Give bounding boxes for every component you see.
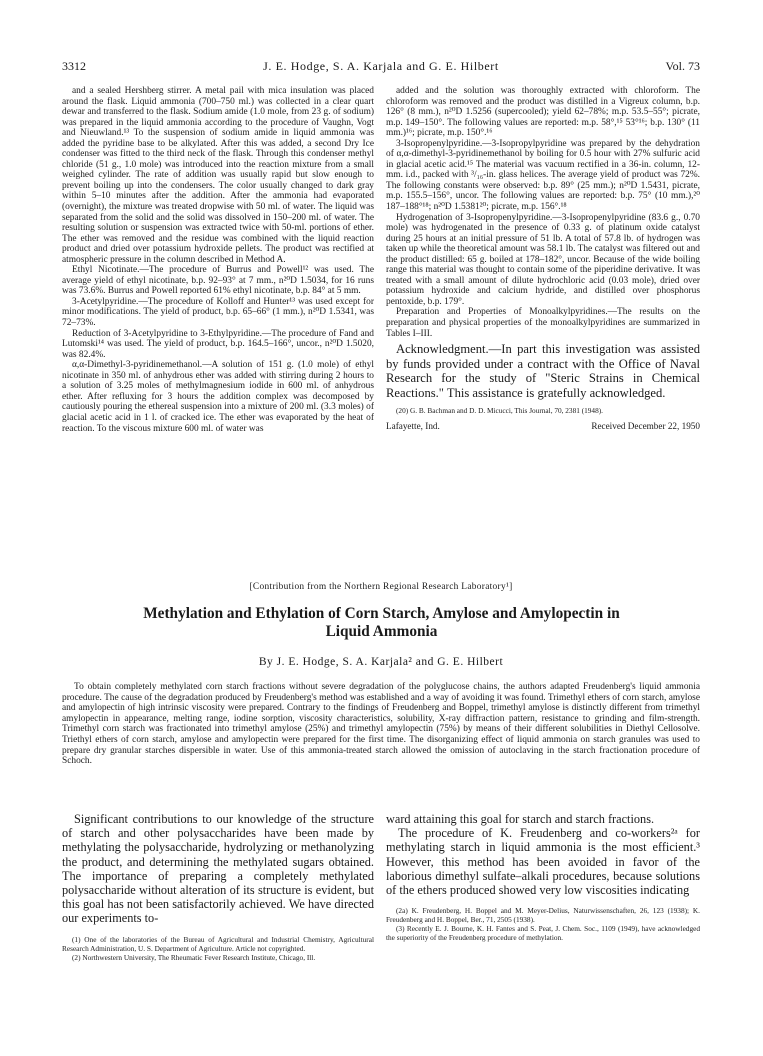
footnote: (20) G. B. Bachman and D. D. Micucci, This Journal, 70, 2381 (1948). [396, 405, 603, 415]
paragraph: ward attaining this goal for starch and starch fractions. [386, 812, 655, 826]
abstract-text: To obtain completely methylated corn starch fractions without severe degradation of the polyglucose chains, the authors adapted Freudenberg's liquid ammonia procedure. The cause of the degradation produced by Freudenberg's method was established and a way of avoiding it was found. Trimethyl ethers of corn starch, amylose and amylopectin of high intrinsic viscosity were prepared. Contrary to the findings of Freudenberg and Boppel, trimethyl amylose is distinctly different from trimethyl amylopectin in appearance, melting range, iodine sorption, viscosity characteristics, solubility, X-ray diffraction pattern, resistance to grinding and film-strength. Trimethyl corn starch was fractionated into trimethyl amylose (25%) and trimethyl amylopectin (75%) by means of their different solubilities in Diethyl Cellosolve. Triethyl ethers of corn starch, amylose and amylopectin were prepared for the first time. The disorganizing effect of liquid ammonia on starch granules was used to prepare dry granular starches dispersible in water. Use of this ammonia-treated starch allowed the omission of autoclaving in the starch fractionation procedure of Schoch. [62, 682, 700, 767]
body-left-column [62, 812, 374, 962]
paragraph: Hydrogenation of 3-Isopropenylpyridine.—3-Isopropenylpyridine (83.6 g., 0.70 mole) was hydrogenated in the presence of 0.33 g. of platinum oxide catalyst during 25 hours at an initial pressure of 51 lb. A total of 57.8 lb. of hydrogen was taken up while the theoretical amount was 58.1 lb. The catalyst was filtered out and the product distilled: 65 g. boiled at 178–182°, uncor. Because of the wide boiling range this material was thought to contain some of the piperidine derivative. It was treated with a small amount of dilute hydrochloric acid (0.03 mole), dried over potassium hydroxide and calcium hydride, and distilled over phosphorus pentoxide, b.p. 179°. [386, 212, 700, 307]
previous-article-left-column [62, 86, 374, 434]
byline: By J. E. Hodge, S. A. Karjala² and G. E. Hilbert [258, 656, 504, 668]
footnote: (2a) K. Freudenberg, H. Boppel and M. Meyer-Delius, Naturwissenschaften, 26, 123 (1938); K. Freudenberg and H. Boppel, Ber., 71, 2505 (1938). [386, 906, 700, 925]
page-number: 3312 [62, 59, 86, 73]
paragraph: α,α-Dimethyl-3-pyridinemethanol.—A solution of 151 g. (1.0 mole) of ethyl nicotinate in 350 ml. of anhydrous ether was added with stirring during 2 hours to a solution of 3.25 moles of methylmagnesium iodide in 600 ml. of anhydrous ether. After refluxing for 3 hours the addition complex was decomposed by cautiously pouring the ethereal suspension into a mixture of 200 ml. (3.3 moles) of glacial acetic acid in 1 l. of cracked ice. The ether was evaporated by the heat of reaction. To the viscous mixture 600 ml. of water was [62, 360, 374, 434]
footnote: (1) One of the laboratories of the Bureau of Agricultural and Industrial Chemistry, Agricultural Research Administration, U. S. Department of Agriculture. Article not copyrighted. [62, 934, 374, 953]
dateline-place: Lafayette, Ind. [386, 420, 440, 431]
acknowledgment: Acknowledgment.—In part this investigation was assisted by funds provided under a contract with the Office of Naval Research for the study of "Steric Strains in Chemical Reactions." This assistance is gratefully acknowledged. [386, 342, 700, 400]
article-title: Methylation and Ethylation of Corn Starch, Amylose and Amylopectin in Liquid Ammonia [143, 605, 620, 640]
dateline [386, 421, 700, 432]
paragraph: added and the solution was thoroughly extracted with chloroform. The chloroform was removed and the product was distilled in a Vigreux column, b.p. 126° (8 mm.), n²⁰D 1.5256 (supercooled); yield 62–78%; m.p. 53.5–55°; picrate, m.p. 149–150°. The following values are reported: m.p. 58°,¹⁵ 53°¹⁶; b.p. 130° (11 mm.)¹⁶; picrate, m.p. 150°.¹⁶ [386, 86, 700, 139]
paragraph: The procedure of K. Freudenberg and co-workers²ᵃ for methylating starch in liquid ammonia is the most efficient.³ However, this method has been avoided in favor of the laborious dimethyl sulfate–alkali procedures, because solutions of the ethers produced showed very low viscosities indicating [386, 826, 700, 898]
previous-article-right-column [386, 86, 700, 431]
abstract [62, 682, 700, 767]
body-right-column [386, 812, 700, 942]
volume-number: Vol. 73 [665, 59, 700, 73]
paragraph: Ethyl Nicotinate.—The procedure of Burrus and Powell¹² was used. The average yield of ethyl nicotinate, b.p. 92–93° at 7 mm., n²⁰D 1.5034, for 16 runs was 73.6%. Burrus and Powell reported 61% ethyl nicotinate, b.p. 84° at 5 mm. [62, 265, 374, 297]
dateline-received: Received December 22, 1950 [591, 420, 700, 431]
paragraph: and a sealed Hershberg stirrer. A metal pail with mica insulation was placed around the flask. Liquid ammonia (700–750 ml.) was collected in a clear quart dewar and transferred to the flask. Sodium amide (1.0 mole, from 23 g. of sodium) was prepared in the liquid ammonia according to the procedure of Vaughn, Vogt and Nieuwland.¹³ To the suspension of sodium amide in liquid ammonia was added the pyridine base to be alkylated. After this was added, a second Dry Ice condenser was fitted to the third neck of the flask. Through this condenser methyl chloride (51 g., 1.0 mole) was introduced into the reaction mixture from a small weighed cylinder. The rate of addition was usually rapid but slow enough to prevent boiling up into the condensers. The color usually changed to dark gray within 5–10 minutes after the addition. After the ammonia had evaporated (overnight), the mixture was treated dropwise with 50 ml. of water. The liquid was separated from the solid and the solid was dissolved in 150–200 ml. of water. The resulting solution or suspension was extracted twice with 50-ml. portions of ether. The ether was removed and the residue was combined with the liquid reaction product and dried over potassium hydroxide pellets. The product was rectified at atmospheric pressure in the column described in Method A. [62, 86, 374, 265]
running-head-authors: J. E. Hodge, S. A. Karjala and G. E. Hilbert [263, 59, 499, 73]
contribution-line: [Contribution from the Northern Regional Research Laboratory¹] [249, 582, 513, 592]
footnote: (3) Recently E. J. Bourne, K. H. Fantes and S. Peat, J. Chem. Soc., 1109 (1949), have acknowledged the superiority of the Freudenberg procedure of methylation. [386, 924, 700, 943]
running-head [62, 59, 700, 77]
paragraph: Preparation and Properties of Monoalkylpyridines.—The results on the preparation and physical properties of the monoalkylpyridines are summarized in Tables I–III. [386, 307, 700, 339]
paragraph: 3-Acetylpyridine.—The procedure of Kolloff and Hunter¹³ was used except for minor modifications. The yield of product, b.p. 65–66° (1 mm.), n²⁰D 1.5341, was 72–73%. [62, 296, 374, 329]
footnote: (2) Northwestern University, The Rheumatic Fever Research Institute, Chicago, Ill. [72, 952, 316, 962]
paragraph: Reduction of 3-Acetylpyridine to 3-Ethylpyridine.—The procedure of Fand and Lutomski¹⁴ was used. The yield of product, b.p. 164.5–166°, uncor., n²⁰D 1.5020, was 82.4%. [62, 328, 374, 360]
paragraph: 3-Isopropenylpyridine.—3-Isopropylpyridine was prepared by the dehydration of α,α-dimethyl-3-pyridinemethanol by boiling for 0.5 hour with 27% sulfuric acid in glacial acetic acid.¹⁵ The material was vacuum rectified in a 36-in. column, 12-mm. i.d., packed with ³/₁₆-in. glass helices. The average yield of product was 72%. The following constants were observed: b.p. 89° (25 mm.); n²⁰D 1.5431, picrate, m.p. 155.5–156°, uncor. The following values are reported: b.p. 75° (10 mm.),²⁰ 187–188°¹⁸; n²⁰D 1.5381²⁰; picrate, m.p. 156°.¹⁸ [386, 138, 700, 213]
paragraph: Significant contributions to our knowledge of the structure of starch and other polysaccharides have been made by methylating the polysaccharide, hydrolyzing or methanolyzing the product, and determining the methylated sugars obtained. The importance of preparing a completely methylated polysaccharide without alteration of its structure is evident, but this goal has not been satisfactorily achieved. We have directed our experiments to- [62, 812, 374, 926]
